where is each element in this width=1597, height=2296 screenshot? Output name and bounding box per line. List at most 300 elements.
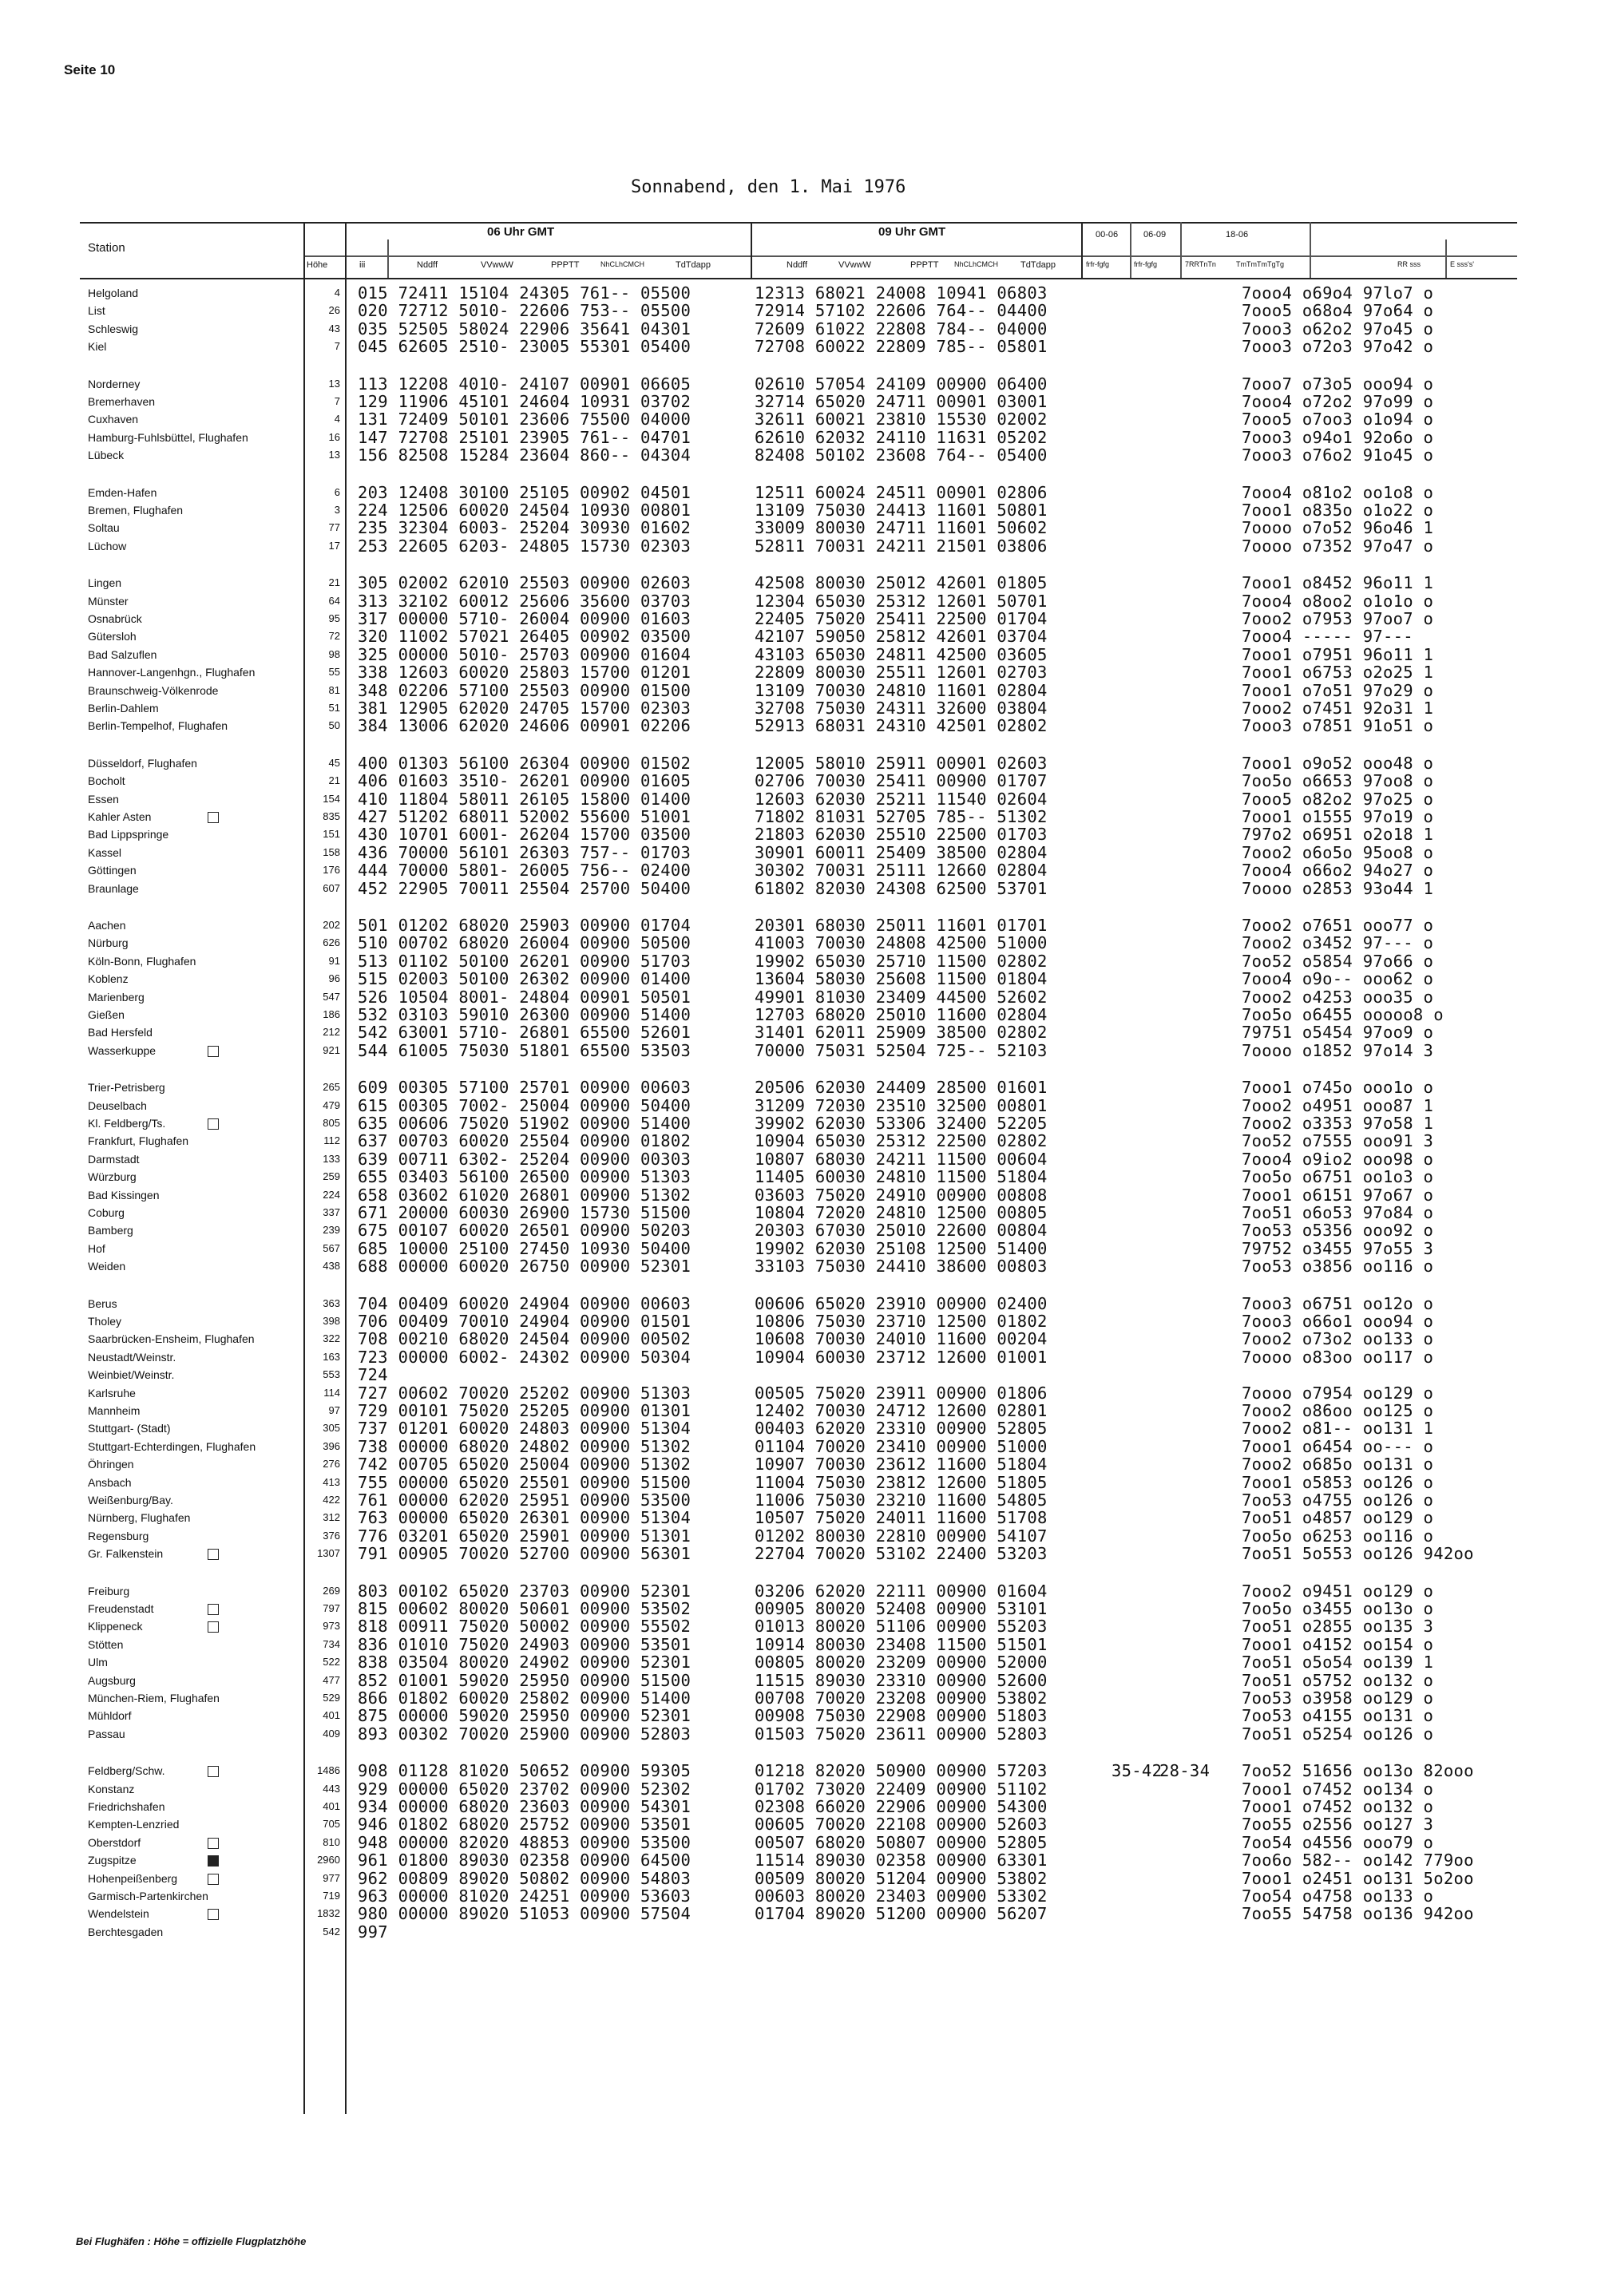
obs-18-06: 79751 o5454 97oo9 o (1242, 1023, 1434, 1043)
station-name (88, 1905, 287, 1922)
obs-06-utc: 934 00000 68020 23603 00900 54301 (358, 1797, 692, 1816)
obs-09-utc: 01202 80030 22810 00900 54107 (755, 1526, 1048, 1546)
station-name (88, 1653, 287, 1671)
station-name (88, 1689, 287, 1707)
obs-06-utc: 875 00000 59020 25950 00900 52301 (358, 1706, 692, 1726)
obs-09-utc: 72708 60022 22809 785-- 05801 (755, 337, 1048, 357)
station-height: 133 (323, 1152, 340, 1165)
obs-09-utc: 10807 68030 24211 11500 00604 (755, 1149, 1048, 1169)
station-name (88, 1221, 287, 1239)
obs-18-06: 7oo55 54758 oo136 942oo (1242, 1904, 1474, 1924)
header-09-uhr: 09 Uhr GMT (878, 225, 946, 239)
station-height: 705 (323, 1818, 340, 1831)
square-icon (208, 1766, 219, 1777)
obs-09-utc: 02706 70030 25411 00900 01707 (755, 771, 1048, 791)
station-name (88, 1132, 287, 1150)
station-name (88, 338, 287, 355)
station-label: Feldberg/Schw. (88, 1764, 165, 1778)
header-rr2: frfr-fgfg (1134, 260, 1158, 268)
obs-18-06: 7ooo1 o4152 oo154 o (1242, 1634, 1434, 1654)
square-icon (208, 1046, 219, 1057)
obs-18-06: 7ooo5 o68o4 97o64 o (1242, 301, 1434, 321)
obs-18-06: 7ooo1 o5853 oo126 o (1242, 1472, 1434, 1492)
obs-18-06: 7ooo3 o66o1 ooo94 o (1242, 1312, 1434, 1331)
station-name (88, 1006, 287, 1023)
obs-06-utc: 803 00102 65020 23703 00900 52301 (358, 1581, 692, 1601)
station-name (88, 1295, 287, 1312)
obs-09-utc: 41003 70030 24808 42500 51000 (755, 933, 1048, 953)
header-rr: RR sss (1397, 260, 1421, 268)
obs-06-utc: 658 03602 61020 26801 00900 51302 (358, 1185, 692, 1205)
station-label: Berchtesgaden (88, 1925, 164, 1938)
station-name (88, 1257, 287, 1275)
obs-06-utc: 763 00000 65020 26301 00900 51304 (358, 1508, 692, 1528)
obs-09-utc: 49901 81030 23409 44500 52602 (755, 987, 1048, 1007)
station-name (88, 970, 287, 988)
obs-06-utc: 946 01802 68020 25752 00900 53501 (358, 1815, 692, 1835)
station-name (88, 699, 287, 717)
station-label: Klippeneck (88, 1620, 143, 1633)
obs-09-utc: 30901 60011 25409 38500 02804 (755, 842, 1048, 862)
obs-09-utc: 01704 89020 51200 00900 56207 (755, 1904, 1048, 1924)
obs-09-utc: 39902 62030 53306 32400 52205 (755, 1114, 1048, 1133)
obs-06-utc: 501 01202 68020 25903 00900 01704 (358, 916, 692, 935)
station-name (88, 1545, 287, 1562)
station-label: Aachen (88, 919, 126, 932)
station-height: 2960 (317, 1854, 340, 1866)
station-name (88, 446, 287, 464)
header-nh-06: NhCLhCMCH (600, 260, 645, 268)
station-name (88, 861, 287, 879)
obs-18-06: 7oo5o o6751 oo1o3 o (1242, 1167, 1434, 1187)
station-label: Berlin-Tempelhof, Flughafen (88, 719, 228, 733)
obs-09-utc: 10608 70030 24010 11600 00204 (755, 1329, 1048, 1349)
station-label: Bad Salzuflen (88, 647, 157, 661)
station-height: 259 (323, 1170, 340, 1183)
station-name (88, 682, 287, 699)
station-height: 239 (323, 1224, 340, 1237)
obs-09-utc: 11514 89030 02358 00900 63301 (755, 1851, 1048, 1870)
station-label: Cuxhaven (88, 413, 139, 426)
station-label: Konstanz (88, 1782, 135, 1795)
station-label: Freiburg (88, 1584, 130, 1597)
obs-18-06: 7ooo1 o1555 97o19 o (1242, 807, 1434, 826)
obs-18-06: 7ooo1 o7452 oo132 o (1242, 1797, 1434, 1816)
obs-18-06: 7oooo o83oo oo117 o (1242, 1347, 1434, 1367)
obs-09-utc: 32708 75030 24311 32600 03804 (755, 699, 1048, 718)
station-height: 401 (323, 1709, 340, 1722)
obs-18-06: 7oooo o1852 97o14 3 (1242, 1040, 1434, 1060)
station-height: 1832 (317, 1907, 340, 1920)
station-label: Trier-Petrisberg (88, 1081, 165, 1095)
station-height: 337 (323, 1206, 340, 1218)
station-label: Hannover-Langenhgn., Flughafen (88, 666, 256, 679)
obs-09-utc: 02610 57054 24109 00900 06400 (755, 374, 1048, 394)
obs-18-06: 7ooo1 o835o o1o22 o (1242, 501, 1434, 520)
obs-09-utc: 10914 80030 23408 11500 51501 (755, 1634, 1048, 1654)
obs-18-06: 7oo53 o4755 oo126 o (1242, 1490, 1434, 1510)
station-label: Bocholt (88, 774, 125, 788)
station-height: 443 (323, 1782, 340, 1795)
station-name (88, 284, 287, 302)
station-height: 734 (323, 1637, 340, 1650)
station-name (88, 988, 287, 1006)
station-label: Stuttgart- (Stadt) (88, 1422, 171, 1435)
station-label: List (88, 304, 105, 318)
station-label: Hohenpeißenberg (88, 1871, 178, 1885)
station-height: 276 (323, 1458, 340, 1471)
header-e: E sss's' (1450, 260, 1474, 268)
obs-09-utc: 52811 70031 24211 21501 03806 (755, 536, 1048, 556)
station-name (88, 1870, 287, 1887)
station-name (88, 916, 287, 934)
obs-09-utc: 72914 57102 22606 764-- 04400 (755, 301, 1048, 321)
station-height: 322 (323, 1332, 340, 1345)
station-height: 305 (323, 1422, 340, 1435)
station-height: 1486 (317, 1764, 340, 1777)
obs-18-06: 7ooo3 o94o1 92o6o o (1242, 427, 1434, 447)
obs-09-utc: 72609 61022 22808 784-- 04000 (755, 319, 1048, 338)
station-name (88, 1330, 287, 1348)
obs-18-06: 7oooo o7954 oo129 o (1242, 1383, 1434, 1403)
station-name (88, 1725, 287, 1743)
obs-09-utc: 70000 75031 52504 725-- 52103 (755, 1040, 1048, 1060)
obs-18-06: 7ooo2 o81-- oo131 1 (1242, 1419, 1434, 1439)
obs-06-utc: 436 70000 56101 26303 757-- 01703 (358, 842, 692, 862)
obs-18-06: 7ooo2 o7953 97oo7 o (1242, 609, 1434, 628)
obs-06-utc: 384 13006 62020 24606 00901 02206 (358, 716, 692, 736)
station-height: 396 (323, 1439, 340, 1452)
obs-06-utc: 325 00000 5010- 25703 00900 01604 (358, 644, 692, 664)
obs-06-utc: 430 10701 6001- 26204 15700 03500 (358, 825, 692, 845)
obs-06-utc: 542 63001 5710- 26801 65500 52601 (358, 1023, 692, 1043)
obs-06-utc: 224 12506 60020 24504 10930 00801 (358, 501, 692, 520)
station-label: Köln-Bonn, Flughafen (88, 954, 196, 968)
station-height: 163 (323, 1350, 340, 1363)
obs-09-utc: 13604 58030 25608 11500 01804 (755, 969, 1048, 989)
page-label: Seite 10 (64, 62, 116, 77)
obs-06-utc: 776 03201 65020 25901 00900 51301 (358, 1526, 692, 1546)
square-icon (208, 812, 219, 823)
obs-09-utc: 62610 62032 24110 11631 05202 (755, 427, 1048, 447)
obs-09-utc: 30302 70031 25111 12660 02804 (755, 861, 1048, 881)
station-name (88, 1384, 287, 1402)
obs-18-06: 7ooo3 o6751 oo12o o (1242, 1293, 1434, 1313)
obs-09-utc: 12313 68021 24008 10941 06803 (755, 283, 1048, 303)
station-name (88, 1582, 287, 1600)
header-iii: iii (359, 260, 366, 270)
station-label: Karlsruhe (88, 1386, 136, 1399)
header-18-06: 18-06 (1226, 230, 1249, 239)
header-nddff-09: Nddff (787, 260, 808, 270)
station-name (88, 1707, 287, 1724)
station-height: 26 (328, 304, 340, 317)
station-name (88, 1636, 287, 1653)
obs-18-06: 7ooo4 o9io2 ooo98 o (1242, 1149, 1434, 1169)
obs-09-utc: 22405 75020 25411 22500 01704 (755, 609, 1048, 628)
obs-09-utc: 10507 75020 24011 11600 51708 (755, 1508, 1048, 1528)
station-label: Gießen (88, 1008, 125, 1021)
station-height: 202 (323, 919, 340, 931)
obs-09-utc: 32611 60021 23810 15530 02002 (755, 410, 1048, 430)
square-icon (208, 1874, 219, 1885)
header-rr1: frfr-fgfg (1086, 260, 1110, 268)
station-height: 21 (328, 576, 340, 589)
obs-18-06: 7ooo2 o9451 oo129 o (1242, 1581, 1434, 1601)
header-06-09: 06-09 (1143, 230, 1167, 239)
obs-06-utc: 129 11906 45101 24604 10931 03702 (358, 392, 692, 411)
station-name (88, 501, 287, 519)
obs-18-06: 7oo5o o6253 oo116 o (1242, 1526, 1434, 1546)
station-height: 810 (323, 1835, 340, 1848)
station-height: 64 (328, 594, 340, 607)
station-height: 542 (323, 1925, 340, 1938)
obs-18-06: 7ooo1 o7452 oo134 o (1242, 1779, 1434, 1799)
obs-06-utc: 147 72708 25101 23905 761-- 04701 (358, 427, 692, 447)
header-nddff-06: Nddff (417, 260, 438, 270)
station-label: Kahler Asten (88, 810, 152, 823)
obs-06-utc: 671 20000 60030 26900 15730 51500 (358, 1203, 692, 1222)
station-height: 43 (328, 322, 340, 335)
obs-06-utc: 410 11804 58011 26105 15800 01400 (358, 789, 692, 809)
obs-06-utc: 203 12408 30100 25105 00902 04501 (358, 482, 692, 502)
station-label: Ansbach (88, 1475, 132, 1489)
obs-18-06: 7ooo3 o7851 91o51 o (1242, 716, 1434, 736)
station-height: 176 (323, 864, 340, 877)
obs-09-utc: 10907 70030 23612 11600 51804 (755, 1455, 1048, 1475)
obs-18-06: 7ooo2 o4951 ooo87 1 (1242, 1095, 1434, 1115)
station-name (88, 1455, 287, 1473)
obs-18-06: 7oo53 o3958 oo129 o (1242, 1688, 1434, 1708)
station-name (88, 1527, 287, 1545)
obs-09-utc: 13109 70030 24810 11601 02804 (755, 680, 1048, 700)
obs-18-06: 7ooo1 o8452 96o11 1 (1242, 573, 1434, 593)
station-name (88, 627, 287, 645)
obs-06-utc: 015 72411 15104 24305 761-- 05500 (358, 283, 692, 303)
station-label: Schleswig (88, 322, 139, 335)
station-label: Darmstadt (88, 1152, 140, 1166)
station-label: Norderney (88, 377, 141, 390)
obs-18-06: 7ooo2 o6o5o 95oo8 o (1242, 842, 1434, 862)
station-height: 477 (323, 1673, 340, 1686)
station-name (88, 393, 287, 410)
obs-18-06: 7ooo1 o9o52 ooo48 o (1242, 753, 1434, 773)
obs-18-06: 7ooo5 o7oo3 o1o94 o (1242, 410, 1434, 430)
obs-09-utc: 00708 70020 23208 00900 53802 (755, 1688, 1048, 1708)
station-name (88, 1348, 287, 1366)
station-height: 97 (328, 1404, 340, 1416)
header-rrt: 7RRTnTn (1185, 260, 1216, 268)
station-label: Berus (88, 1296, 117, 1310)
station-label: Friedrichshafen (88, 1800, 165, 1813)
station-name (88, 934, 287, 952)
obs-18-06: 7ooo4 o66o2 94o27 o (1242, 861, 1434, 881)
station-height: 50 (328, 719, 340, 732)
obs-18-06: 7oo51 5o553 oo126 942oo (1242, 1544, 1474, 1564)
obs-09-utc: 01104 70020 23410 00900 51000 (755, 1436, 1048, 1456)
station-height: 626 (323, 936, 340, 949)
station-name (88, 537, 287, 555)
page-title: Sonnabend, den 1. Mai 1976 (631, 177, 906, 197)
obs-09-utc: 20506 62030 24409 28500 01601 (755, 1078, 1048, 1098)
obs-09-utc: 19902 65030 25710 11500 02802 (755, 951, 1048, 971)
station-height: 6 (334, 485, 340, 498)
obs-06-utc: 609 00305 57100 25701 00900 00603 (358, 1078, 692, 1098)
station-height: 547 (323, 990, 340, 1003)
square-icon (208, 1838, 219, 1849)
station-height: 21 (328, 774, 340, 787)
station-height: 186 (323, 1008, 340, 1020)
station-name (88, 952, 287, 970)
station-name (88, 1204, 287, 1221)
obs-06-utc: 400 01303 56100 26304 00900 01502 (358, 753, 692, 773)
obs-18-06: 7ooo1 o6151 97o67 o (1242, 1185, 1434, 1205)
obs-06-utc: 348 02206 57100 25503 00900 01500 (358, 680, 692, 700)
station-label: Weiden (88, 1260, 126, 1273)
obs-18-06: 7ooo2 o685o oo131 o (1242, 1455, 1434, 1475)
obs-18-06: 7ooo2 o3452 97--- o (1242, 933, 1434, 953)
obs-18-06: 7oooo o7352 97o47 o (1242, 536, 1434, 556)
station-label: München-Riem, Flughafen (88, 1692, 220, 1704)
obs-18-06: 7ooo2 o7651 ooo77 o (1242, 916, 1434, 935)
station-label: Mannheim (88, 1404, 141, 1417)
station-name (88, 717, 287, 734)
obs-06-utc: 655 03403 56100 26500 00900 51303 (358, 1167, 692, 1187)
station-label: Mühldorf (88, 1709, 132, 1723)
station-height: 7 (334, 395, 340, 407)
obs-18-06: 7oo51 o2855 oo135 3 (1242, 1617, 1434, 1637)
station-name (88, 1150, 287, 1168)
obs-09-utc: 00603 80020 23403 00900 53302 (755, 1886, 1048, 1906)
obs-06-utc: 737 01201 60020 24803 00900 51304 (358, 1419, 692, 1439)
obs-06-utc: 742 00705 65020 25004 00900 51302 (358, 1455, 692, 1475)
obs-06-utc: 852 01001 59020 25950 00900 51500 (358, 1670, 692, 1690)
obs-09-utc: 12511 60024 24511 00901 02806 (755, 482, 1048, 502)
obs-06-utc: 724 (358, 1365, 388, 1385)
obs-18-06: 7ooo1 o2451 oo131 5o2oo (1242, 1868, 1474, 1888)
station-name (88, 1079, 287, 1096)
station-name (88, 1887, 287, 1905)
obs-06-utc: 305 02002 62010 25503 00900 02603 (358, 573, 692, 593)
obs-18-06: 7ooo2 o3353 97o58 1 (1242, 1114, 1434, 1133)
precip-06-09: 28-34 (1159, 1761, 1211, 1781)
obs-09-utc: 21803 62030 25510 22500 01703 (755, 825, 1048, 845)
obs-09-utc: 11006 75030 23210 11600 54805 (755, 1490, 1048, 1510)
obs-09-utc: 10804 72020 24810 12500 00805 (755, 1203, 1048, 1222)
obs-18-06: 7oo52 51656 oo13o 82ooo (1242, 1761, 1474, 1781)
station-name (88, 519, 287, 536)
header-ppptt-09: PPPTT (910, 260, 939, 270)
station-label: Bad Kissingen (88, 1188, 160, 1201)
station-height: 973 (323, 1620, 340, 1633)
obs-06-utc: 406 01603 3510- 26201 00900 01605 (358, 771, 692, 791)
obs-06-utc: 338 12603 60020 25803 15700 01201 (358, 663, 692, 683)
obs-18-06: 7oo53 o3856 oo116 o (1242, 1257, 1434, 1277)
station-label: Emden-Hafen (88, 485, 157, 499)
obs-06-utc: 708 00210 68020 24504 00900 00502 (358, 1329, 692, 1349)
station-name (88, 754, 287, 772)
station-height: 607 (323, 881, 340, 894)
header-ppptt-06: PPPTT (551, 260, 580, 270)
station-height: 96 (328, 972, 340, 985)
obs-06-utc: 317 00000 5710- 26004 00900 01603 (358, 609, 692, 628)
obs-06-utc: 532 03103 59010 26300 00900 51400 (358, 1005, 692, 1024)
station-label: Hamburg-Fuhlsbüttel, Flughafen (88, 430, 248, 444)
obs-09-utc: 43103 65030 24811 42500 03605 (755, 644, 1048, 664)
station-height: 55 (328, 666, 340, 679)
station-height: 363 (323, 1296, 340, 1309)
obs-18-06: 7oo5o o3455 oo13o o (1242, 1599, 1434, 1618)
station-name (88, 1851, 287, 1869)
station-name (88, 1240, 287, 1257)
station-height: 224 (323, 1188, 340, 1201)
station-height: 522 (323, 1656, 340, 1669)
obs-09-utc: 00509 80020 51204 00900 53802 (755, 1868, 1048, 1888)
obs-06-utc: 685 10000 25100 27450 10930 50400 (358, 1238, 692, 1258)
obs-09-utc: 12304 65030 25312 12601 50701 (755, 591, 1048, 611)
station-name (88, 1023, 287, 1041)
station-name (88, 1402, 287, 1419)
square-icon (208, 1604, 219, 1615)
obs-06-utc: 738 00000 68020 24802 00900 51302 (358, 1436, 692, 1456)
station-label: Oberstdorf (88, 1835, 141, 1849)
station-height: 1307 (317, 1547, 340, 1560)
obs-09-utc: 00605 70020 22108 00900 52603 (755, 1815, 1048, 1835)
obs-09-utc: 00905 80020 52408 00900 53101 (755, 1599, 1048, 1618)
obs-18-06: 7ooo4 o72o2 97o99 o (1242, 392, 1434, 411)
station-name (88, 320, 287, 338)
obs-18-06: 7ooo1 o7951 96o11 1 (1242, 644, 1434, 664)
obs-18-06: 7ooo3 o76o2 91o45 o (1242, 445, 1434, 465)
obs-18-06: 7oo51 o4857 oo129 o (1242, 1508, 1434, 1528)
obs-06-utc: 866 01802 60020 25802 00900 51400 (358, 1688, 692, 1708)
station-name (88, 1798, 287, 1815)
obs-09-utc: 01013 80020 51106 00900 55203 (755, 1617, 1048, 1637)
station-label: Ulm (88, 1656, 108, 1669)
station-label: Deuselbach (88, 1099, 147, 1112)
station-label: Würzburg (88, 1170, 137, 1184)
header-vwwvw-06: VVwwW (481, 260, 513, 270)
obs-18-06: 7oo51 o5o54 oo139 1 (1242, 1653, 1434, 1673)
station-height: 17 (328, 539, 340, 552)
station-name (88, 880, 287, 897)
station-name (88, 375, 287, 393)
station-label: Essen (88, 792, 119, 806)
station-label: Lüchow (88, 539, 127, 552)
obs-09-utc: 82408 50102 23608 764-- 05400 (755, 445, 1048, 465)
header-00-06: 00-06 (1096, 230, 1119, 239)
obs-18-06: 7ooo2 o7451 92o31 1 (1242, 699, 1434, 718)
station-height: 4 (334, 413, 340, 426)
station-height: 422 (323, 1494, 340, 1506)
obs-09-utc: 00908 75030 22908 00900 51803 (755, 1706, 1048, 1726)
station-height: 91 (328, 954, 340, 967)
obs-06-utc: 838 03504 80020 24902 00900 52301 (358, 1653, 692, 1673)
station-height: 77 (328, 521, 340, 534)
station-height: 13 (328, 377, 340, 390)
station-name (88, 1834, 287, 1851)
obs-06-utc: 961 01800 89030 02358 00900 64500 (358, 1851, 692, 1870)
station-height: 154 (323, 792, 340, 805)
obs-09-utc: 02308 66020 22906 00900 54300 (755, 1797, 1048, 1816)
obs-06-utc: 948 00000 82020 48853 00900 53500 (358, 1832, 692, 1852)
obs-06-utc: 706 00409 70010 24904 00900 01501 (358, 1312, 692, 1331)
obs-06-utc: 253 22605 6203- 24805 15730 02303 (358, 536, 692, 556)
obs-18-06: 7oo54 o4758 oo133 o (1242, 1886, 1434, 1906)
station-label: Koblenz (88, 972, 129, 986)
square-icon (208, 1549, 219, 1560)
obs-06-utc: 035 52505 58024 22906 35641 04301 (358, 319, 692, 338)
